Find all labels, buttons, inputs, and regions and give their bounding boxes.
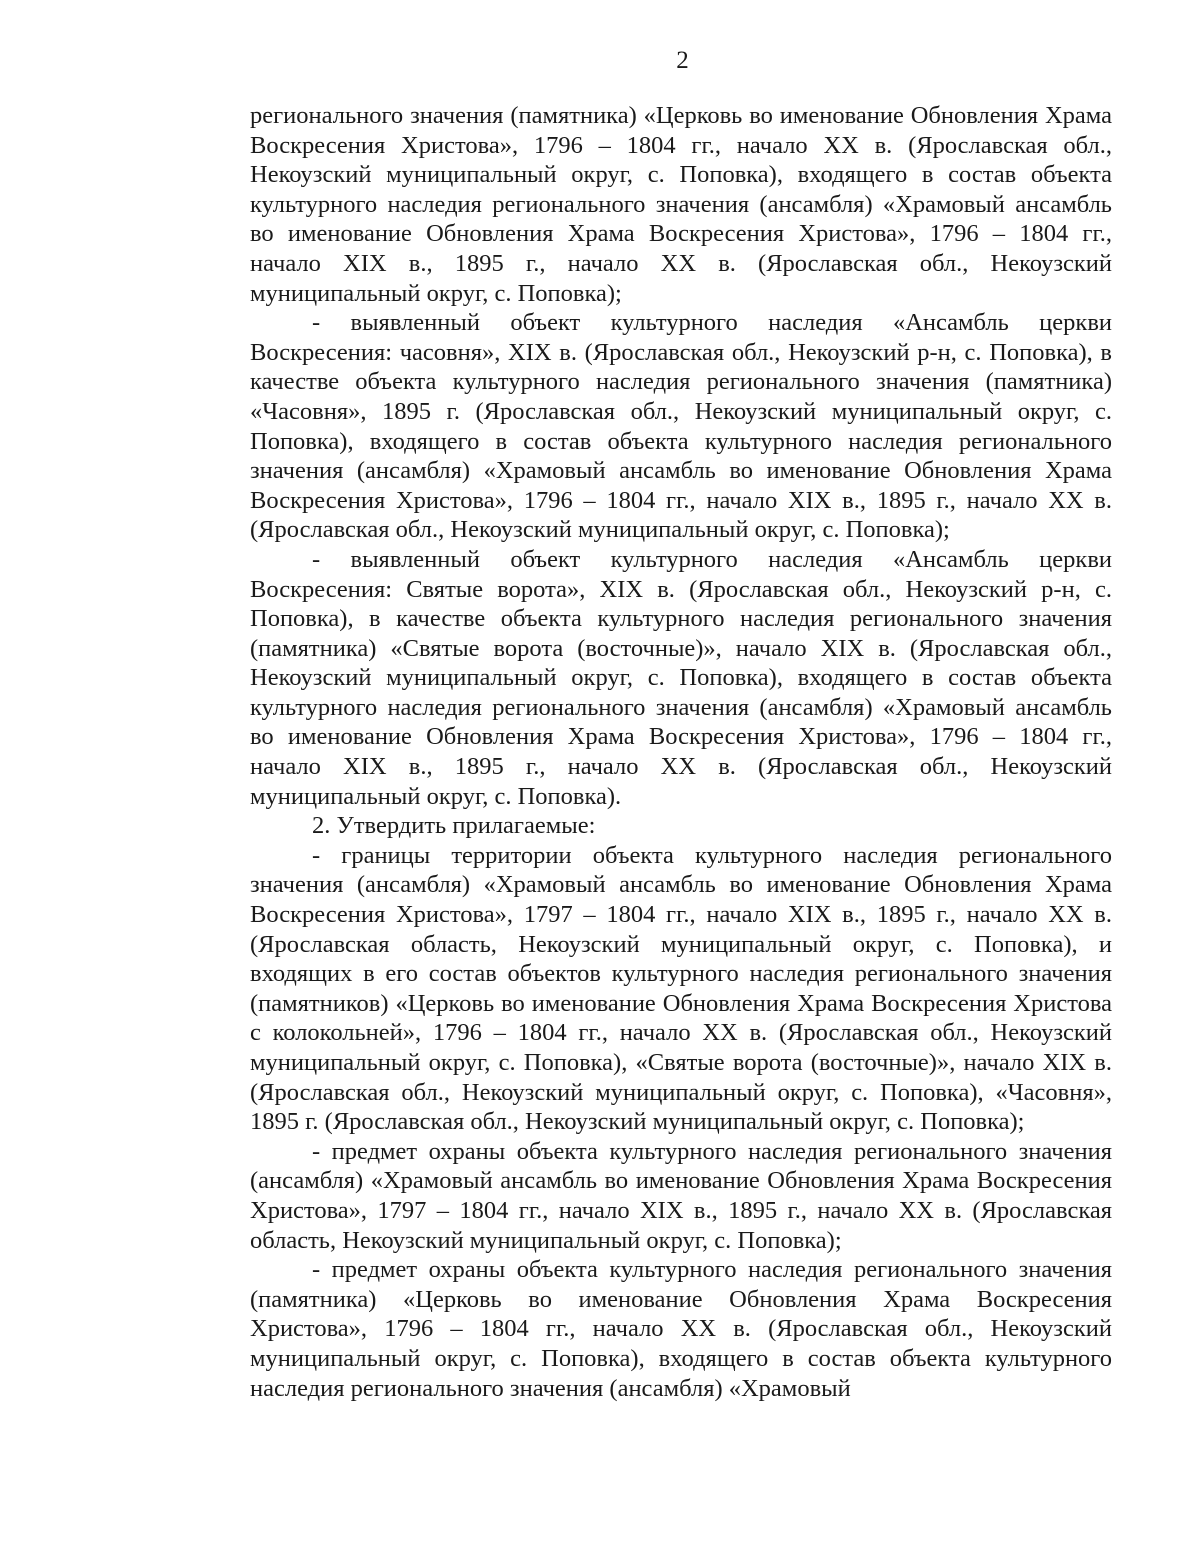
paragraph-ensemble-protection-subject: - предмет охраны объекта культурного наследия регионального значения (ансамбля) «Храмовый ансамбль во именование Обновления Храма Воскресения Христова», 1797 – 1804 гг., начало XIX в., 1895 г., начало XX в. (Ярославская область, Некоузский муниципальный округ, с. Поповка); — [250, 1137, 1112, 1254]
paragraph-church-protection-subject: - предмет охраны объекта культурного наследия регионального значения (памятника) «Церковь во именование Обновления Храма Воскресения Христова», 1796 – 1804 гг., начало XX в. (Ярославская обл., Некоузский муниципальный округ, с. Поповка), входящего в состав объекта культурного наследия регионального значения (ансамбля) «Храмовый — [250, 1256, 1112, 1402]
paragraph-continuation: регионального значения (памятника) «Церковь во именование Обновления Храма Воскресения Христова», 1796 – 1804 гг., начало XX в. (Ярославская обл., Некоузский муниципальный округ, с. Поповка), входящего в состав объекта культурного наследия регионального значения (ансамбля) «Храмовый ансамбль во именование Обновления Храма Воскресения Христова», 1796 – 1804 гг., начало XIX в., 1895 г., начало XX в. (Ярославская обл., Некоузский муниципальный округ, с. Поповка); — [250, 102, 1112, 307]
paragraph-approve-heading: 2. Утвердить прилагаемые: — [312, 812, 596, 840]
paragraph-holy-gates-item: - выявленный объект культурного наследия «Ансамбль церкви Воскресения: Святые ворота», XIX в. (Ярославская обл., Некоузский р-н, с. Поповка), в качестве объекта культурного наследия регионального значения (памятника) «Святые ворота (восточные)», начало XIX в. (Ярославская обл., Некоузский муниципальный округ, с. Поповка), входящего в состав объекта культурного наследия регионального значения (ансамбля) «Храмовый ансамбль во именование Обновления Храма Воскресения Христова», 1796 – 1804 гг., начало XIX в., 1895 г., начало XX в. (Ярославская обл., Некоузский муниципальный округ, с. Поповка). — [250, 545, 1112, 810]
document-body — [250, 101, 1112, 1403]
paragraph-territory-boundaries: - границы территории объекта культурного наследия регионального значения (ансамбля) «Храмовый ансамбль во именование Обновления Храма Воскресения Христова», 1797 – 1804 гг., начало XIX в., 1895 г., начало XX в. (Ярославская область, Некоузский муниципальный округ, с. Поповка), и входящих в его состав объектов культурного наследия регионального значения (памятников) «Церковь во именование Обновления Храма Воскресения Христова с колокольней», 1796 – 1804 гг., начало XX в. (Ярославская обл., Некоузский муниципальный округ, с. Поповка), «Святые ворота (восточные)», начало XIX в. (Ярославская обл., Некоузский муниципальный округ, с. Поповка), «Часовня», 1895 г. (Ярославская обл., Некоузский муниципальный округ, с. Поповка); — [250, 841, 1112, 1136]
paragraph-chapel-item: - выявленный объект культурного наследия «Ансамбль церкви Воскресения: часовня», XIX в. (Ярославская обл., Некоузский р-н, с. Поповка), в качестве объекта культурного наследия регионального значения (памятника) «Часовня», 1895 г. (Ярославская обл., Некоузский муниципальный округ, с. Поповка), входящего в состав объекта культурного наследия регионального значения (ансамбля) «Храмовый ансамбль во именование Обновления Храма Воскресения Христова», 1796 – 1804 гг., начало XIX в., 1895 г., начало XX в. (Ярославская обл., Некоузский муниципальный округ, с. Поповка); — [250, 309, 1112, 544]
page-number: 2 — [676, 47, 689, 74]
